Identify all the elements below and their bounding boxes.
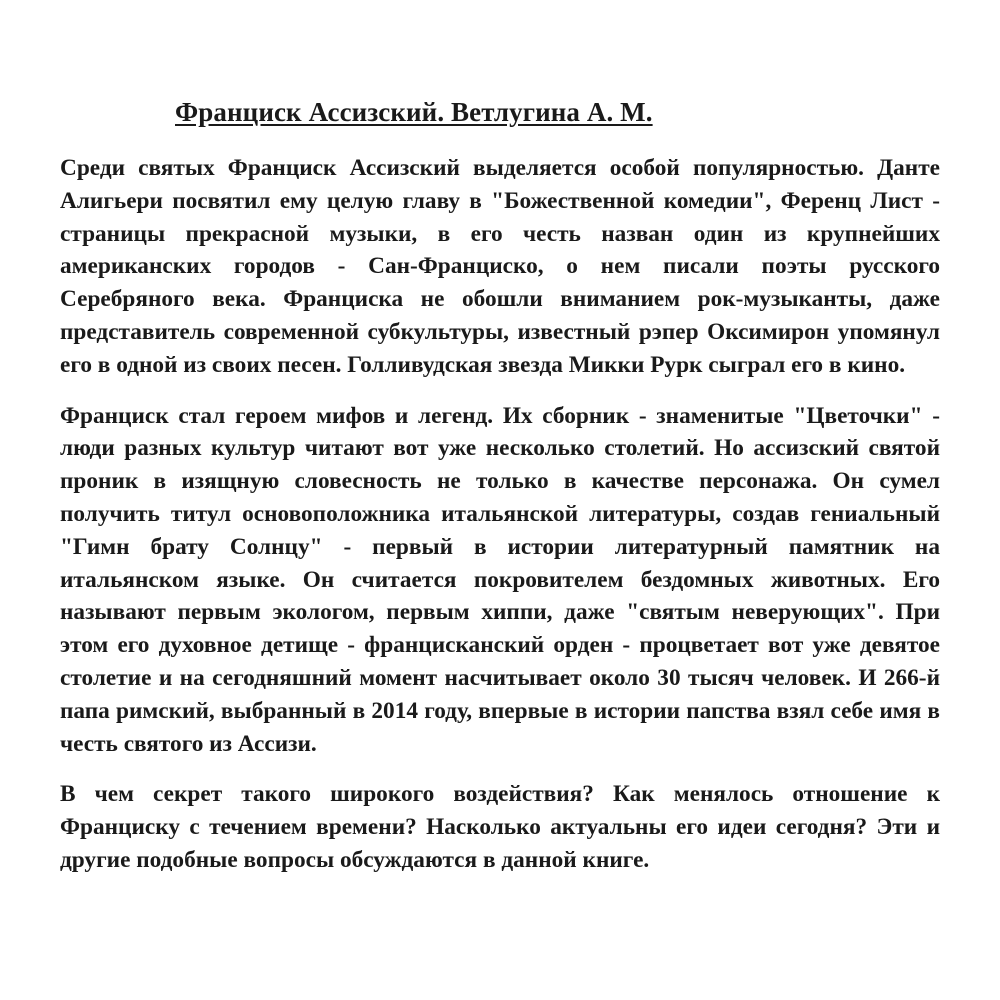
paragraph-2: Франциск стал героем мифов и легенд. Их сборник - знаменитые "Цветочки" - люди разных культур читают вот уже несколько столетий. Но ассизский святой проник в изящную словесность не только в качестве персонажа. Он сумел получить титул основоположника итальянской литературы, создав гениальный "Гимн брату Солнцу" - первый в истории литературный памятник на итальянском языке. Он считается покровителем бездомных животных. Его называют первым экологом, первым хиппи, даже "святым неверующих". При этом его духовное детище - францисканский орден - процветает вот уже девятое столетие и на сегодняшний момент насчитывает около 30 тысяч человек. И 266-й папа римский, выбранный в 2014 году, впервые в истории папства взял себе имя в честь святого из Ассизи. bbox=[60, 402, 940, 757]
paragraph-3: В чем секрет такого широкого воздействия? Как менялось отношение к Франциску с течением времени? Насколько актуальны его идеи сегодня? Эти и другие подобные вопросы обсуждаются в данной книге. bbox=[60, 781, 940, 873]
document-title: Франциск Ассизский. Ветлугина А. М. bbox=[175, 97, 653, 127]
paragraph-1: Среди святых Франциск Ассизский выделяется особой популярностью. Данте Алигьери посвятил ему целую главу в "Божественной комедии", Ференц Лист - страницы прекрасной музыки, в его честь назван один из крупнейших американских городов - Сан-Франциско, о нем писали поэты русского Серебряного века. Франциска не обошли вниманием рок-музыканты, даже представитель современной субкультуры, известный рэпер Оксимирон упомянул его в одной из своих песен. Голливудская звезда Микки Рурк сыграл его в кино. bbox=[60, 155, 940, 378]
